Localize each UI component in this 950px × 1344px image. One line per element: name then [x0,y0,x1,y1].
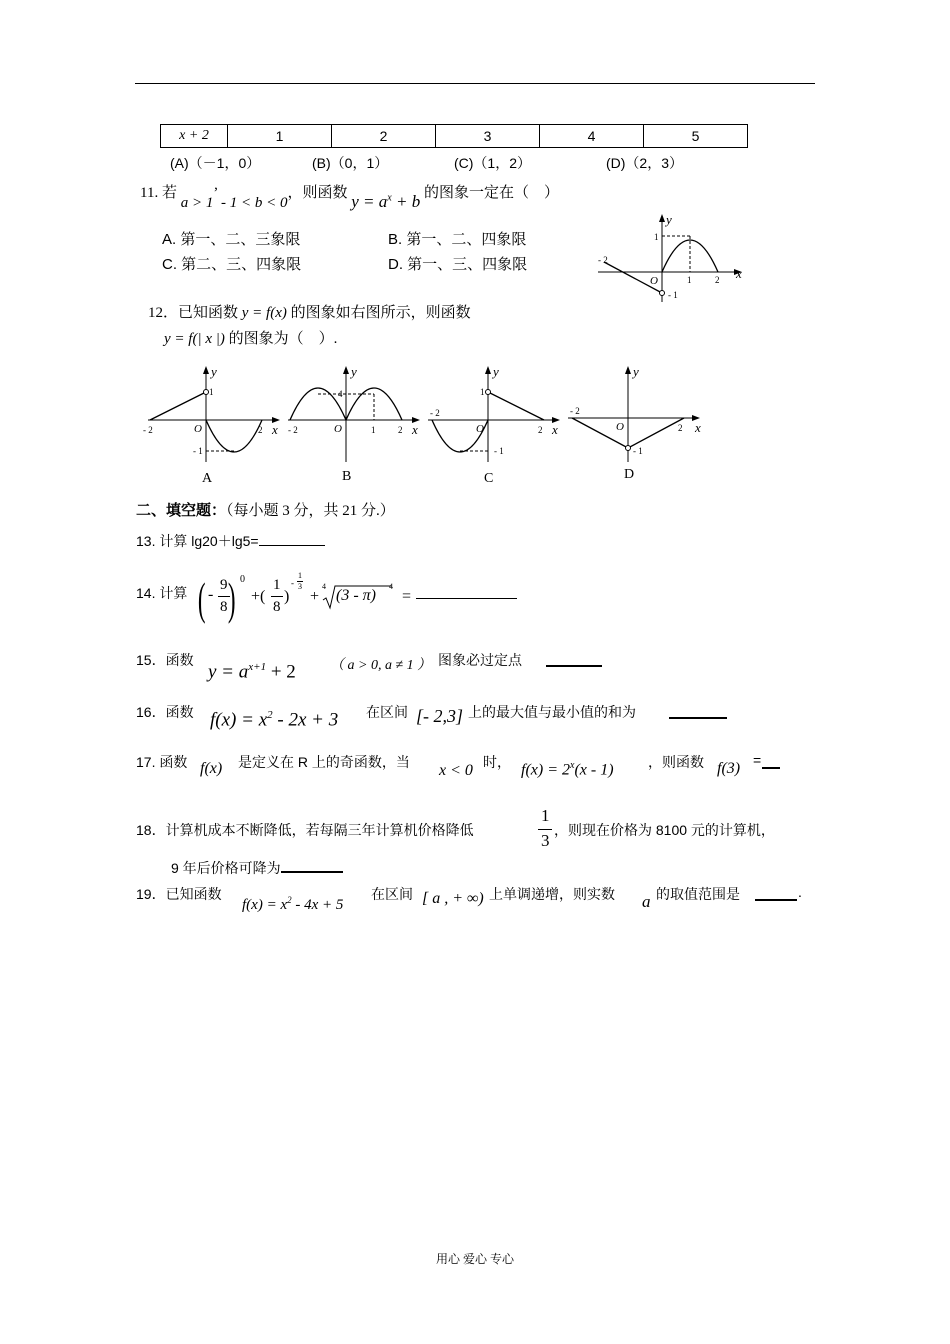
q18-frac-den: 3 [541,831,550,850]
q14-neg: - [208,586,214,603]
q16-suffix: 上的最大值与最小值的和为 [468,704,636,720]
graph-a [143,364,280,486]
q18-blank [281,871,343,873]
q18-frac-bar [538,829,552,830]
tick-neg2: - 2 [430,408,440,418]
table-cell: 1 [228,125,332,148]
q14-exp2-num: 1 [298,571,302,580]
q10-option-b: (B)（0，1） [312,155,389,171]
q17-blank [762,767,780,769]
function-curve [604,240,718,293]
q16-prefix: 16．函数 [136,704,194,720]
q16-blank [669,717,727,719]
q19-end: . [798,884,802,900]
q11-func [351,192,420,211]
q14-frac1-den: 8 [220,599,228,615]
q19-func-base: f(x) = x [242,897,288,913]
tick-1: 1 [371,425,376,435]
tick-neg1: - 1 [494,446,504,456]
q15-suffix: 图象必过定点 [438,652,522,668]
open-point [660,291,665,296]
q12-suffix: 的图象如右图所示，则函数 [290,305,471,321]
choice-letter-a: A [202,471,213,486]
q18-line [136,806,856,856]
q15-blank [546,665,602,667]
q17-cond: x < 0 [439,762,473,779]
table-cell: 4 [540,125,644,148]
q16-mid: 在区间 [366,704,408,720]
tick-2: 2 [715,275,720,285]
q15-cond: （ a > 0, a ≠ 1 ） [330,658,432,673]
y-label: y [493,364,499,379]
q15-func-exp: x+1 [248,661,267,673]
q17-fx: f(x) [200,760,223,777]
q11-mid: ，则函数 [287,185,348,201]
q17-def [521,760,614,779]
q17-def-tail: (x - 1) [574,761,614,779]
tick-neg2: - 2 [143,425,153,435]
choice-letter-b: B [342,469,352,484]
q16-interval: [- 2,3] [416,706,464,726]
choice-letter-d: D [624,467,635,482]
table-header-cell: x + 2 [161,125,228,148]
graph-b [288,364,420,484]
tick-2: 2 [398,425,403,435]
header-rule [135,83,815,84]
tick-neg2: - 2 [288,425,298,435]
q11-func-tail: + b [391,192,421,211]
table-cell: 3 [436,125,540,148]
q14-radicand: (3 - π) [336,587,376,604]
x-label: x [412,422,418,437]
q11-func-exp: x [387,192,392,204]
q14-blank [416,598,517,599]
q17-mid1: 是定义在 R 上的奇函数，当 [238,754,410,770]
tick-1x: 1 [687,275,692,285]
q19-func [242,895,343,914]
q16-func-exp: 2 [267,709,273,721]
page-footer: 用心 爱心 专心 [435,1252,514,1266]
tick-neg2: - 2 [570,406,580,416]
q17-eq: = [753,752,762,768]
q11-line [140,181,559,211]
q17-mid2: 时， [483,754,511,770]
y-arrow-icon [203,366,209,374]
q19-var: a [642,892,651,911]
q18-prefix: 18．计算机成本不断降低，若每隔三年计算机价格降低 [136,822,474,838]
q18-suffix: ，则现在价格为 8100 元的计算机， [554,822,775,838]
q11-prefix: 11. 若 [140,185,177,201]
tick-1: 1 [209,387,214,397]
q12-func-abs: y = f(| x |) [164,331,225,347]
origin-label: O [334,423,342,435]
q17-f3: f(3) [717,760,741,777]
q11-option-b: B. 第一、二、四象限 [388,231,527,248]
q18-line2 [171,858,343,878]
q11-option-d: D. 第一、三、四象限 [388,256,528,273]
q14-exp0: 0 [240,574,245,585]
q11-cond2: - 1 < b < 0 [220,195,288,211]
y-label: y [666,212,672,227]
q19-func-exp: 2 [287,895,292,905]
q11-cond1: a > 1 [180,195,214,211]
q17-def-base: f(x) = 2 [521,761,570,779]
tick-2: 2 [538,425,543,435]
tick-neg1: - 1 [668,290,678,300]
q16-func [210,709,338,731]
y-label: y [633,364,639,379]
q11-sep: ’ [213,185,218,201]
tick-1: 1 [654,232,659,242]
graph-c [428,364,560,486]
y-arrow-icon [659,214,665,222]
x-label: x [736,266,742,281]
q14-right-paren: ) [227,573,236,624]
x-label: x [552,422,558,437]
q12-prefix: 12．已知函数 [148,305,239,321]
q15-func [208,661,296,683]
q17-mid3: ，则函数 [648,754,704,770]
tick-neg2: - 2 [598,255,608,265]
q17-line [136,752,856,786]
q14-plus: +( [251,588,266,605]
q19-mid: 在区间 [371,886,413,902]
q14-frac2-den: 8 [273,599,281,615]
q10-option-a: (A)（－1，0） [170,155,261,171]
q13-line [136,531,325,551]
q17-def-exp: x [570,760,575,771]
q19-suffix: 的取值范围是 [656,886,740,902]
origin-label: O [194,423,202,435]
q14-exp2-den: 3 [298,582,302,591]
section2-title: 二、填空题： [136,503,227,519]
q19-blank [755,899,797,901]
y-arrow-icon [625,366,631,374]
q15-func-tail: + 2 [266,661,296,683]
q12-func: y = f(x) [241,305,287,321]
section2-note: （每小题 3 分，共 21 分.） [226,503,395,519]
tick-1: 1 [480,387,485,397]
tick-4: 4 [338,389,343,399]
origin-label: O [476,423,484,435]
choice-letter-c: C [484,471,494,486]
q13-blank [259,545,325,546]
q19-func-tail: - 4x + 5 [291,897,344,913]
q14-plus2: + [310,588,320,605]
q18-frac-num: 1 [541,806,550,825]
q11-option-a: A. 第一、二、三象限 [162,231,301,248]
q14-frac1-num: 9 [220,577,228,593]
tick-neg1: - 1 [193,446,203,456]
q12-line2-suffix: 的图象为（ ）. [228,331,338,347]
q11-func-base: y = a [351,192,388,211]
q14-eq: = [402,588,412,605]
q16-func-base: f(x) = x [210,709,268,731]
graph-d [568,364,701,482]
q11-option-c: C. 第二、三、四象限 [162,256,302,273]
q10-option-d: (D)（2，3） [606,155,684,171]
table-cell: 5 [644,125,748,148]
x-label: x [272,422,278,437]
q12-line2 [164,327,337,348]
q14-root-index: 4 [322,582,326,591]
tick-neg1: - 1 [633,446,643,456]
reference-graph [590,210,750,305]
q19-prefix: 19．已知函数 [136,886,222,902]
table-cell: 2 [332,125,436,148]
y-arrow-icon [485,366,491,374]
tick-2: 2 [678,423,683,433]
y-label: y [351,364,357,379]
q19-mid2: 上单调递增，则实数 [489,886,615,902]
q11-suffix: 的图象一定在（ ） [423,185,559,201]
q14-frac2-num: 1 [273,577,281,593]
y-arrow-icon [343,366,349,374]
q18-line2-text: 9 年后价格可降为 [171,860,281,876]
q10-option-c: (C)（1，2） [454,155,532,171]
q19-interval: [ a , + ∞) [422,890,484,907]
q14-prefix: 14. 计算 [136,585,188,601]
q13-text: 13. 计算 lg20＋lg5= [136,533,259,549]
y-label: y [211,364,217,379]
origin-label: O [616,421,624,433]
origin-label: O [650,275,658,287]
q17-prefix: 17. 函数 [136,754,188,770]
q14-left-paren: ( [197,573,206,624]
x-label: x [695,420,701,435]
q14-rad-exp: 4 [389,582,393,591]
q14-close: ) [284,588,290,605]
q19-line [136,884,856,920]
tick-2: 2 [258,425,263,435]
value-table [160,124,748,148]
q14-frac2-bar [271,596,283,597]
choice-graphs [140,362,720,487]
q15-func-base: y = a [208,661,249,683]
q14-exp2-sign: - [291,578,294,588]
section2-heading [136,499,395,520]
q15-prefix: 15．函数 [136,652,194,668]
q16-func-tail: - 2x + 3 [272,709,339,731]
q12-line1 [148,301,471,322]
